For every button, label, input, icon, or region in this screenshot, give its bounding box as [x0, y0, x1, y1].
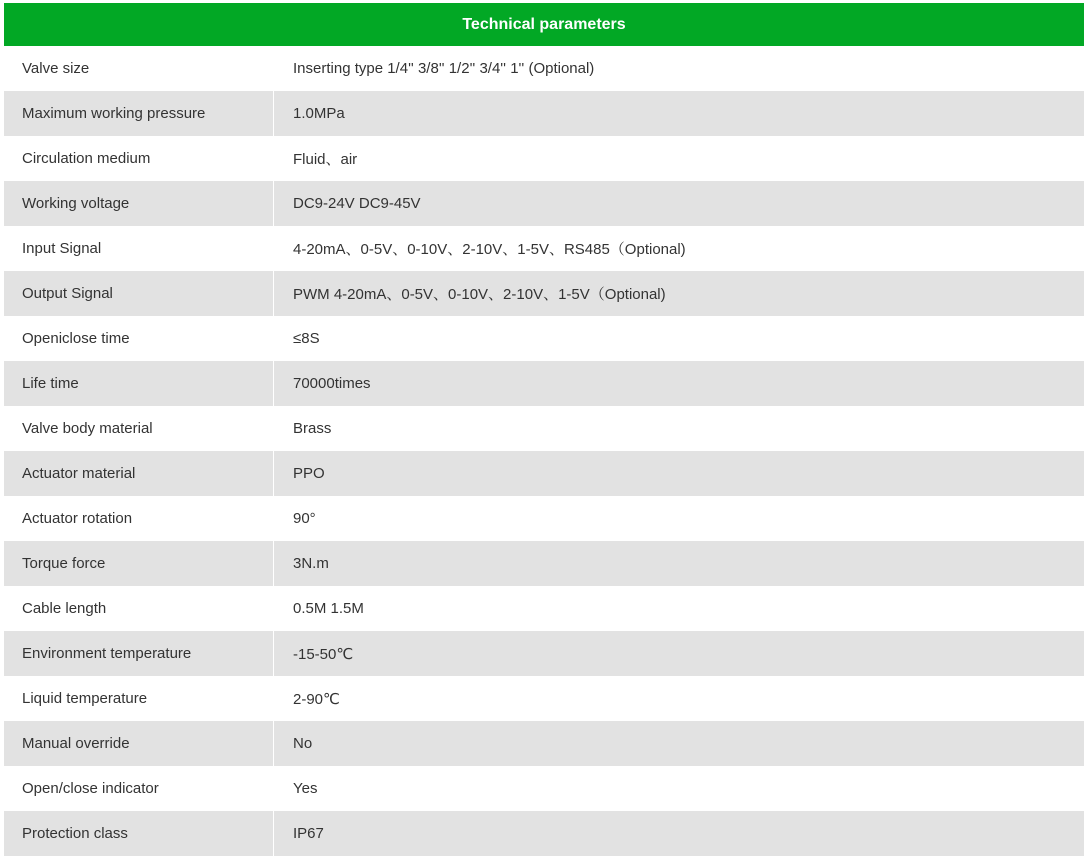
table-row: [4, 811, 1084, 856]
table-row: [4, 271, 1084, 316]
row-value: 3N.m: [293, 555, 329, 572]
row-label: Actuator material: [4, 451, 274, 496]
row-value: 90°: [293, 510, 316, 527]
table-row: [4, 766, 1084, 811]
row-value: 70000times: [293, 375, 371, 392]
table-body: [4, 46, 1084, 856]
row-value: 1.0MPa: [293, 105, 345, 122]
row-value: ≤8S: [293, 330, 320, 347]
row-label: Life time: [4, 361, 274, 406]
row-label: Circulation medium: [4, 136, 274, 181]
table-row: [4, 676, 1084, 721]
row-label: Cable length: [4, 586, 274, 631]
row-value: Brass: [293, 420, 332, 437]
table-row: [4, 721, 1084, 766]
row-label: Environment temperature: [4, 631, 274, 676]
row-label: Liquid temperature: [4, 676, 274, 721]
table-title: Technical parameters: [462, 15, 626, 33]
row-label: Open/close indicator: [4, 766, 274, 811]
row-value: PWM 4-20mA、0-5V、0-10V、2-10V、1-5V（Optional): [293, 286, 666, 303]
row-value: 4-20mA、0-5V、0-10V、2-10V、1-5V、RS485（Optional): [293, 241, 686, 258]
row-label: Openiclose time: [4, 316, 274, 361]
row-value: 0.5M 1.5M: [293, 600, 364, 617]
table-row: [4, 91, 1084, 136]
row-value: Fluid、air: [293, 151, 358, 168]
technical-parameters-table: [4, 3, 1084, 856]
row-value: Yes: [293, 780, 318, 797]
table-row: [4, 541, 1084, 586]
table-row: [4, 631, 1084, 676]
table-row: [4, 406, 1084, 451]
table-row: [4, 46, 1084, 91]
row-label: Output Signal: [4, 271, 274, 316]
row-label: Working voltage: [4, 181, 274, 226]
row-value: 2-90℃: [293, 690, 340, 708]
row-value: DC9-24V DC9-45V: [293, 195, 421, 212]
table-row: [4, 316, 1084, 361]
table-row: [4, 451, 1084, 496]
row-value: Inserting type 1/4'' 3/8'' 1/2'' 3/4'' 1'' (Optional): [293, 60, 595, 77]
row-value: PPO: [293, 465, 325, 482]
row-label: Input Signal: [4, 226, 274, 271]
table-row: [4, 226, 1084, 271]
row-label: Torque force: [4, 541, 274, 586]
row-value: No: [293, 735, 313, 752]
row-label: Valve body material: [4, 406, 274, 451]
table-row: [4, 181, 1084, 226]
row-value: -15-50℃: [293, 645, 354, 663]
row-label: Manual override: [4, 721, 274, 766]
row-label: Protection class: [4, 811, 274, 856]
table-header: [4, 3, 1084, 46]
row-label: Maximum working pressure: [4, 91, 274, 136]
row-value: IP67: [293, 825, 324, 842]
table-row: [4, 496, 1084, 541]
row-label: Valve size: [4, 46, 274, 91]
table-row: [4, 361, 1084, 406]
table-row: [4, 136, 1084, 181]
row-label: Actuator rotation: [4, 496, 274, 541]
table-row: [4, 586, 1084, 631]
